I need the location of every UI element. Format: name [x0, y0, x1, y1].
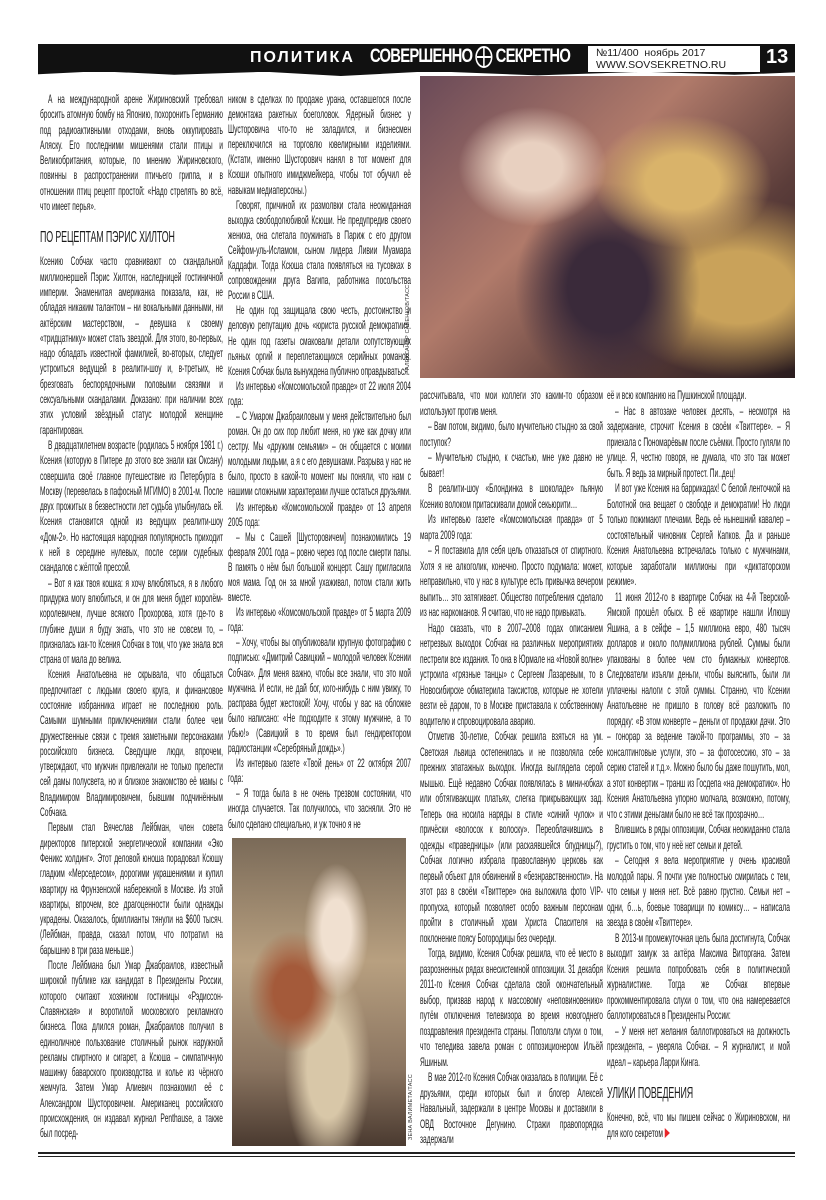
- paragraph: – Сегодня я вела мероприятие у очень красивой молодой пары. Я почти уже полностью смирилась с тем, что семьи у меня нет. Всё равно грустно. Семьи нет – одни, б…ь, боевые товарищи по комиксу… – написала звезда в своём «Твиттере».: [607, 854, 790, 929]
- paragraph: А на международной арене Жириновский требовал бросить атомную бомбу на Японию, похоронить Германию под радиоактивными отходами, вновь оккупировать Аляску. Его последними мишенями стали птицы и Великобритания, которые, по мнению Жириновского, повинны в распространении птичьего гриппа, и в отношении птиц рецепт простой: «Надо стрелять во всё, что имеет перья».: [40, 93, 223, 214]
- photo-credit-bottom: ЗЕНА ВАЛИМЕТА/ТАСС: [408, 1074, 414, 1140]
- paragraph: – Вам потом, видимо, было мучительно стыдно за свой поступок?: [420, 420, 603, 449]
- paragraph: Не один год защищала свою честь, достоинство и деловую репутацию дочь «юриста русской демократии». Не один год газеты смаковали детали сопутствующих пьяных оргий и переплетающихся серийных романов. Ксения Собчак была вынуждена публично оправдываться.: [228, 304, 411, 378]
- paragraph: [607, 1110, 790, 1141]
- party-photo-top: [420, 76, 795, 378]
- paragraph: Первым стал Вячеслав Лейбман, член совета директоров питерской энергетической компании «Эко Феникс холдинг». Этот деловой юноша порадовал Ксюшу гладким «Мерседесом», дорогими украшениями и купил квартиру на Фрунзенской набережной в Москве. Из этой квартиры, впрочем, все драгоценности были однажды украдены. Оказалось, бриллианты тянули на $600 тысяч. (Лейбман, правда, сказал потом, что потратил на барышню в три раза меньше.): [40, 821, 223, 957]
- paragraph: Ксения Анатольевна не скрывала, что общаться предпочитает с людьми своего круга, и финансовое состояние избранника играет не последнюю роль. Самыми шумными приключениями стали более чем дружественные связи с тремя заметными персонажами российского бизнеса. Сведущие люди, впрочем, утверждают, что мужчин привлекали не только прелести сей дамы полусвета, но и близкое знакомство её мамы с Владимиром Владимировичем, бывшим подчинённым Собчака.: [40, 668, 223, 820]
- paragraph: Из интервью «Комсомольской правде» от 22 июля 2004 года:: [228, 379, 411, 408]
- paragraph: И вот уже Ксения на баррикадах! С белой ленточкой на Болотной она вещает о свободе и демократии! Но люди только пожимают плечами. Ведь её нынешний кавалер – состоятельный чиновник Сергей Капков. Да и раньше Ксения Анатольевна встречалась только с мужчинами, которые заработали миллионы при «диктаторском режиме».: [607, 482, 790, 588]
- article-column-4: [607, 388, 790, 1141]
- paragraph: В двадцатилетнем возрасте (родилась 5 ноября 1981 г.) Ксения (которую в Питере до этого все знали как Оксану) совершила своё главное путешествие из Петербурга в Москву (перевелась в пафосный МГИМО) в 2001-м. После двух прожитых в безвестности лет судьба улыбнулась ей. Ксения становится одной из ведущих реалити-шоу «Дом-2». Но настоящая народная популярность приходит к ней в середине нулевых, после серии судебных скандалов с жёлтой прессой.: [40, 438, 223, 575]
- issue-info: [588, 46, 760, 72]
- newspaper-logo: [370, 46, 570, 68]
- paragraph-text: Конечно, всё, что мы пишем сейчас о Жириновском, ни для кого секретом: [607, 1111, 790, 1140]
- paragraph: В мае 2012-го Ксения Собчак оказалась в полиции. Её с друзьями, среди которых был и блогер Алексей Навальный, задержали в центре Москвы и доставили в ОВД Восточное Дегунино. Стражи правопорядка задержали: [420, 1071, 603, 1146]
- paragraph: После Лейбмана был Умар Джабраилов, известный широкой публике как кандидат в Президенты России, которого считают хозяином гостиницы «Рэдиссон-Славянская» и воротилой московского рекламного бизнеса. Пока длился роман, Джабраилов получил в единоличное пользование столичный рынок наружной рекламы спиртного и сигарет, а Ксюша – симпатичную машинку баварского производства и колье из чёрного жемчуга. Затем Умар Алиевич познакомил её с Александром Шусторовичем. Американец российского происхождения, он издавал журнал Penthause, а также был посред-: [40, 959, 223, 1141]
- logo-word-left: СОВЕРШЕННО: [370, 46, 473, 67]
- paragraph: – У меня нет желания баллотироваться на должность президента, – уверяла Собчак. – Я журналист, и мой идеал – карьера Ларри Кинга.: [607, 1024, 790, 1069]
- paragraph: В реалити-шоу «Блондинка в шоколаде» пьяную Ксению волоком притаскивали домой секьюрити…: [420, 482, 603, 511]
- globe-emblem-icon: [475, 46, 492, 68]
- page-number: 13: [766, 46, 789, 68]
- paragraph: Отметив 30-летие, Собчак решила взяться на ум. Светская львица остепенилась и не позволяла себе прежних эпатажных выходок. Иногда выглядела серой мышью. Ещё недавно Собчак появлялась в мини-юбках или обтягивающих платьях, слегка прикрывающих зад. Теперь она носила наряды в стиле «синий чулок» и причёски «волосок к волоску». Переоблачившись в одежды «праведницы» (или раскаявшейся блудницы?), Собчак логично избрала православную церковь как первый объект для обвинений в «безнравственности». На этот раз в своём «Твиттере» она выложила фото VIP-пропуска, который позволяет особо важным персонам пройти в столичный храм Христа Спасителя на поклонение поясу Богородицы без очереди.: [420, 730, 603, 945]
- paragraph: – Мы с Сашей [Шусторовичем] познакомились 19 февраля 2001 года – ровно через год после смерти папы. В память о нём был большой концерт. Сашу пригласила моя мама. Год он за мной ухаживал, потом стали жить вместе.: [228, 530, 411, 605]
- paragraph: ником в сделках по продаже урана, оставшегося после демонтажа ракетных боеголовок. Ядерный бизнес у Шусторовича что-то не заладился, и бизнесмен переключился на торговлю ювелирными изделиями. (Кстати, именно Шусторович нанял в тот момент для Ксюши опытного имиджмейкера, чтобы тот обучил её навыкам медиаперсоны.): [228, 93, 411, 197]
- paragraph: – С Умаром Джабраиловым у меня действительно был роман. Он до сих пор любит меня, но уже как дочку или сестру. Мы «дружим семьями» – он общается с моими молодыми людьми, а я с его девушками. Разрыва у нас не было, просто в какой-то момент мы поняли, что нам с нашими сложными характерами лучше остаться друзьями.: [228, 409, 411, 499]
- paragraph: – Хочу, чтобы вы опубликовали крупную фотографию с подписью: «Дмитрий Савицкий – молодой человек Ксении Собчак». Для меня важно, чтобы все знали, что это мой мужчина. И если, не дай бог, кого-нибудь с ним увижу, то расправа будет жестокой! Хочу, чтобы у вас на обложке было написано: «Не подходите к этому мужчине, а то убью!» (Савицкий в то время был гендиректором радиостанции «Серебряный дождь».): [228, 636, 411, 756]
- paragraph: Влившись в ряды оппозиции, Собчак неожиданно стала грустить о том, что у неё нет семьи и детей.: [607, 823, 790, 852]
- paragraph: рассчитывала, что мои коллеги это каким-то образом используют против меня.: [420, 389, 603, 418]
- paragraph: Говорят, причиной их размолвки стала неожиданная выходка свободолюбивой Ксюши. Не предупредив своего жениха, она слетала поужинать в Париж с его другом Сейфом-уль-Исламом, сыном лидера Ливии Муамара Каддафи. Тогда Ксюша стала появляться на тусовках в сопровождении друга Вагипа, работника посольства России в США.: [228, 198, 411, 303]
- paragraph: 11 июня 2012-го в квартире Собчак на 4-й Тверской-Ямской прошёл обыск. В её квартире нашли Илюшу Яшина, а в сейфе – 1,5 миллиона евро, 480 тысяч долларов и около полумиллиона рублей. Суммы были упакованы в более чем сто бумажных конвертов. Следователи изъяли деньги, чтобы выяснить, были ли уплачены налоги с этой суммы. Странно, что Ксении Анатольевне не пришло в голову всё разложить по порядку: «В этом конверте – деньги от продажи дачи. Это – гонорар за ведение такой-то программы, это – за консалтинговые услуги, это – за фотосессию, это – за серию статей и т.д.». Можно было бы даже пошутить, мол, а этот конвертик – транш из Госдепа «на демократию». Но Ксения Анатольевна упорно молчала, возможно, потому, что с этими деньгами было не всё так прозрачно…: [607, 590, 790, 821]
- paragraph: – Мучительно стыдно, к счастью, мне уже давно не бывает!: [420, 451, 603, 480]
- paragraph: – Нас в автозаке человек десять, – несмотря на задержание, строчит Ксения в своём «Твиттере». – Я приехала с Пономарёвым после съёмки. Просто гуляли по улице. Я, честно говоря, не думала, что это так может быть. Я ведь за мирный протест. Пи..дец!: [607, 404, 790, 480]
- paragraph: В 2013-м промежуточная цель была достигнута, Собчак выходит замуж за актёра Максима Виторгана. Затем Ксения решила попробовать себя в политической журналистике. Тогда же Собчак впервые прокомментировала слухи о том, что она намеревается баллотироваться в Президенты России:: [607, 931, 790, 1022]
- article-column-2: [228, 92, 411, 832]
- subheading: УЛИКИ ПОВЕДЕНИЯ: [607, 1085, 693, 1102]
- paragraph: Из интервью газете «Комсомольская правда» от 5 марта 2009 года:: [420, 513, 603, 542]
- paragraph: – Я поставила для себя цель отказаться от спиртного. Хотя я не алкоголик, конечно. Просто подумала: может, неправильно, что у нас в культуре есть привычка вечером выпить… это затягивает. Общество потребления сделало из нас наркоманов. Я считаю, что не надо привыкать.: [420, 544, 603, 619]
- paragraph: Из интервью «Комсомольской правде» от 5 марта 2009 года:: [228, 606, 411, 635]
- paragraph: её и всю компанию на Пушкинской площади.: [607, 389, 747, 402]
- subheading: ПО РЕЦЕПТАМ ПЭРИС ХИЛТОН: [40, 229, 175, 247]
- logo-word-right: СЕКРЕТНО: [495, 46, 571, 67]
- article-column-1: [40, 92, 223, 1142]
- photo-credit-top: АЛЕКСАНДР САВЕНКОВ/ТАСС: [405, 284, 411, 370]
- paragraph: Надо сказать, что в 2007–2008 годах описанием нетрезвых выходок Собчак на различных мероприятиях пестрели все издания. То она в Юрмале на «Новой волне» устроила «грязные танцы» с Сергеем Лазаревым, то в Новосибирске обматерила таксистов, которые не хотели везти её даром, то в Москве приставала к собственному водителю и спровоцировала аварию.: [420, 621, 603, 728]
- paragraph: Ксению Собчак часто сравнивают со скандальной миллионершей Пэрис Хилтон, наследницей гостиничной империи. Знаменитая американка показала, как, не обладая никаким талантом – ни вокальными данными, ни актёрским мастерством, – девушка к своему «тридцатнику» может стать звездой. Для этого, во-первых, надо обладать известной фамилией, во-вторых, следует устроиться ведущей в реалити-шоу и, в-третьих, не брезговать беспорядочными половыми связями и сексуальными скандалами. Доказано: при наличии всех этих условий звёздный статус молодой женщине гарантирован.: [40, 255, 223, 437]
- paragraph: Из интервью «Комсомольской правде» от 13 апреля 2005 года:: [228, 500, 411, 529]
- paragraph: – Я тогда была в не очень трезвом состоянии, что иногда случается. Так получилось, что засняли. Это не было сделано специально, и уж точно я не: [228, 787, 411, 831]
- red-triangle-arrow-icon: [665, 1128, 670, 1138]
- article-column-3: [420, 388, 603, 1148]
- bottom-rule: [38, 1152, 795, 1154]
- bottom-rule-thin: [38, 1156, 795, 1157]
- section-rubric: ПОЛИТИКА: [250, 49, 355, 66]
- party-photo-bottom: [232, 838, 406, 1146]
- paragraph: Из интервью газете «Твой день» от 22 октября 2007 года:: [228, 757, 411, 786]
- paragraph: – Вот я как твоя кошка: я хочу влюбляться, я в любого придурка могу влюбиться, и он для меня будет королём-королевичем, лучше всякого Прохорова, хотя где-то в глубине души я буду знать, что это не совсем то, – призналась как-то Ксения Собчак в том, что уже знала вся страна от мала до велика.: [40, 576, 223, 667]
- website: WWW.SOVSEKRETNO.RU: [596, 59, 727, 71]
- issue-number-date: №11/400 ноябрь 2017: [596, 47, 706, 59]
- paragraph: Тогда, видимо, Ксения Собчак решила, что её место в разрозненных рядах внесистемной оппозиции. 31 декабря 2011-го Ксения Собчак сделала свой окончательный выбор, призвав народ к массовому «неповиновению» путём отключения телевизора во время новогоднего поздравления президента страны. Поползли слухи о том, что теледива завела роман с оппозиционером Ильёй Яшиным.: [420, 947, 603, 1069]
